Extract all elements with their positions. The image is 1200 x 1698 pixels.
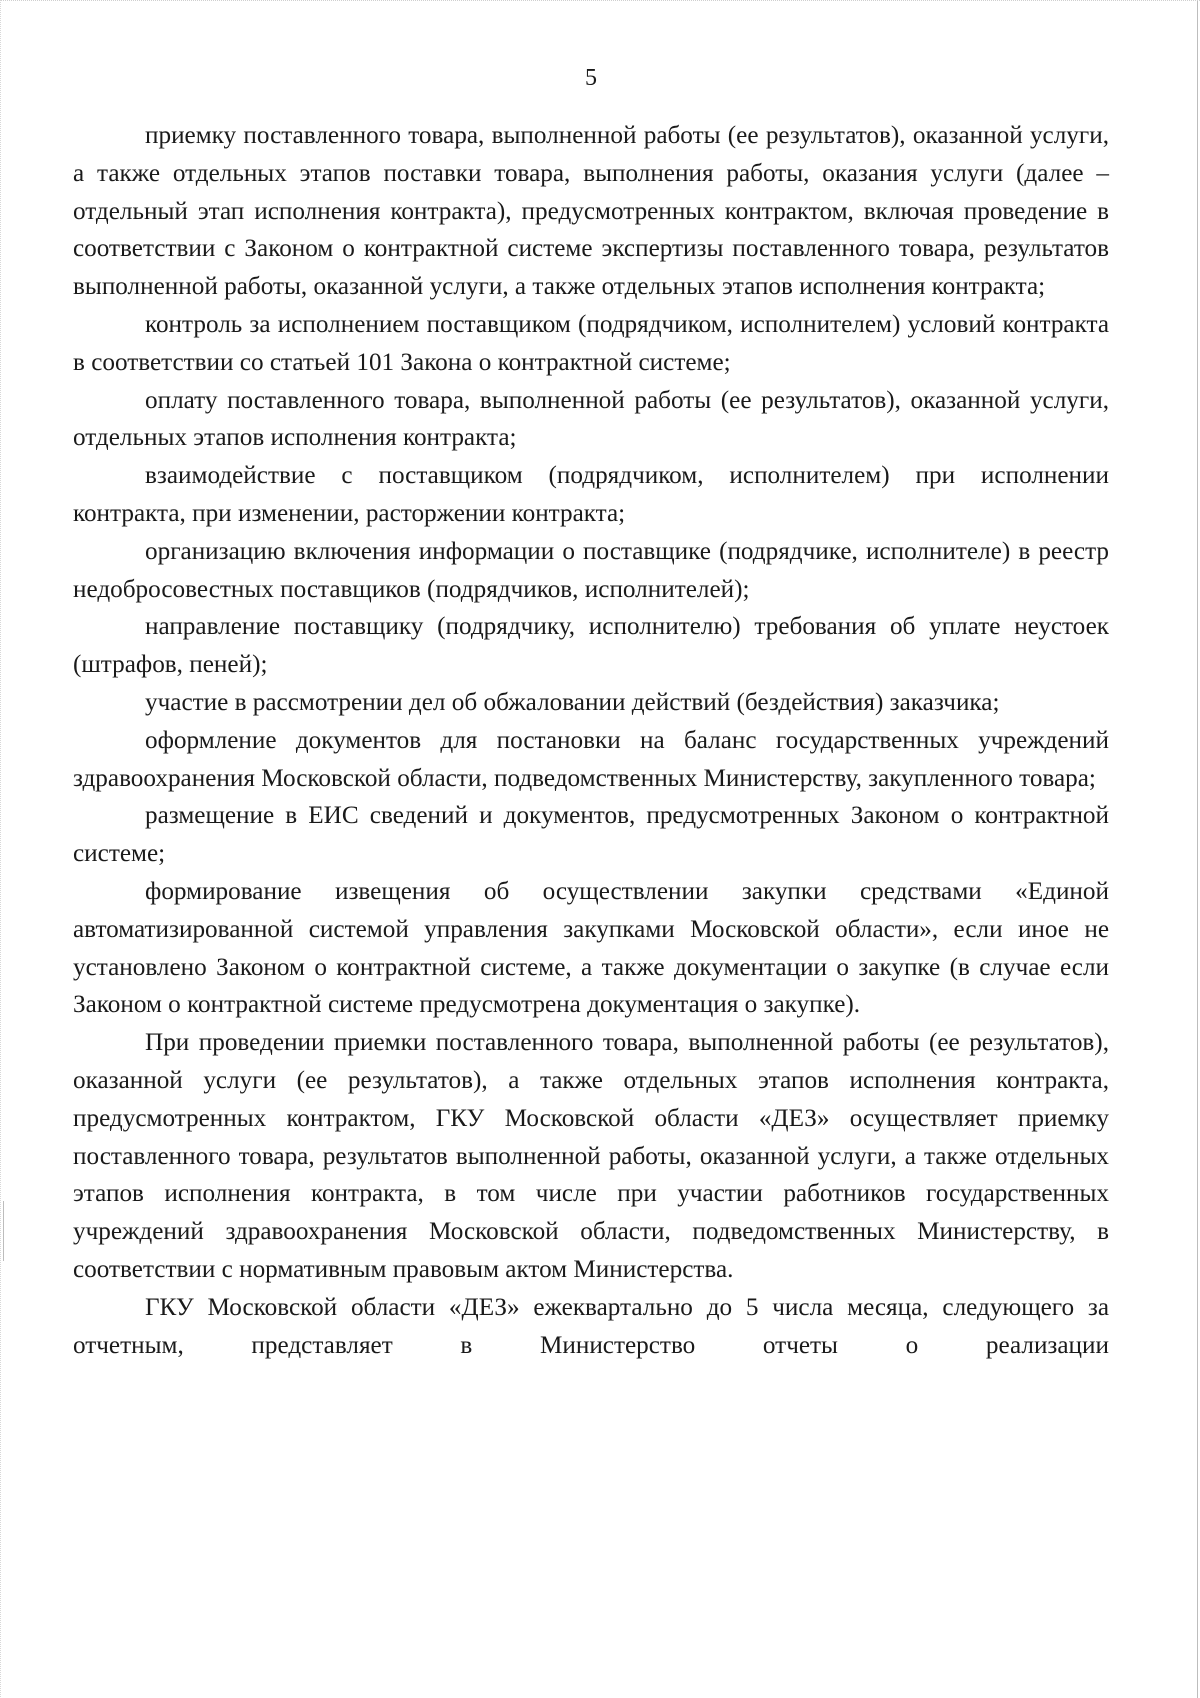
paragraph-control: контроль за исполнением поставщиком (подрядчиком, исполнителем) условий контракта в соответствии со статьей 101 Закона о контрактной системе; [73,310,1109,376]
paragraph-payment: оплату поставленного товара, выполненной работы (ее результатов), оказанной услуги, отдельных этапов исполнения контракта; [73,386,1109,452]
paragraph-interaction: взаимодействие с поставщиком (подрядчиком, исполнителем) при исполнении контракта, при изменении, расторжении контракта; [73,462,1109,527]
paragraph-appeals: участие в рассмотрении дел об обжаловании действий (бездействия) заказчика; [145,688,1000,716]
paragraph-acceptance-procedure: При проведении приемки поставленного товара, выполненной работы (ее результатов), оказанной услуги (ее результатов), а также отдельных этапов исполнения контракта, предусмотренных контрактом, ГКУ Московской области «ДЕЗ» осуществляет приемку поставленного товара, результатов выполненной работы, оказанной услуги, а также отдельных этапов исполнения контракта, в том числе при участии работников государственных учреждений здравоохранения Московской области, подведомственных Министерству, в соответствии с нормативным правовым актом Министерства. [73,1029,1109,1283]
document-body [73,117,1109,1364]
paragraph-quarterly-report: ГКУ Московской области «ДЕЗ» ежеквартально до 5 числа месяца, следующего за отчетным, представляет в Министерство отчеты о реализации [73,1293,1109,1359]
paragraph-notice: формирование извещения об осуществлении закупки средствами «Единой автоматизированной системой управления закупками Московской области», если иное не установлено Законом о контрактной системе, а также документации о закупке (в случае если Законом о контрактной системе предусмотрена документация о закупке). [73,877,1109,1019]
paragraph-eis: размещение в ЕИС сведений и документов, предусмотренных Законом о контрактной системе; [73,802,1109,868]
scan-artifact-right [1197,1,1198,1698]
paragraph-penalties: направление поставщику (подрядчику, исполнителю) требования об уплате неустоек (штрафов, пеней); [73,613,1109,679]
paragraph-registry: организацию включения информации о поставщике (подрядчике, исполнителе) в реестр недобросовестных поставщиков (подрядчиков, исполнителей); [73,537,1109,603]
page-number: 5 [585,65,597,91]
scan-artifact-left [3,1201,4,1261]
paragraph-acceptance: приемку поставленного товара, выполненной работы (ее результатов), оказанной услуги, а также отдельных этапов поставки товара, выполнения работы, оказания услуги (далее – отдельный этап исполнения контракта), предусмотренных контрактом, включая проведение в соответствии с Законом о контрактной системе экспертизы поставленного товара, результатов выполненной работы, оказанной услуги, а также отдельных этапов исполнения контракта; [73,122,1109,301]
paragraph-balance: оформление документов для постановки на баланс государственных учреждений здравоохранения Московской области, подведомственных Министерству, закупленного товара; [73,726,1109,792]
